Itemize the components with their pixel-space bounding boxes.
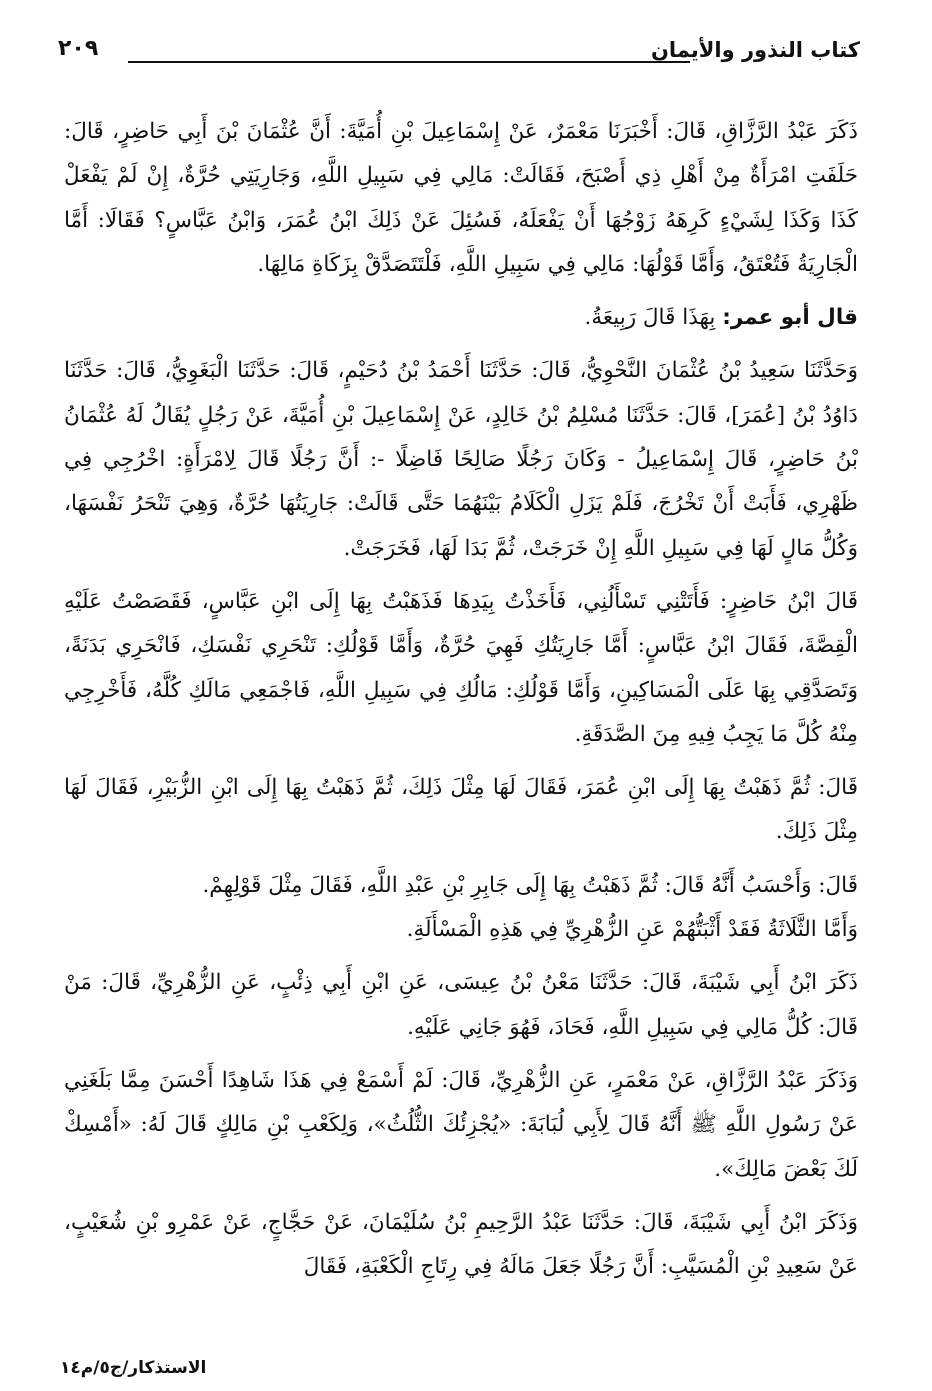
paragraph-8 (64, 961, 858, 1050)
paragraph-text: قَالَ: ثُمَّ ذَهَبْتُ بِهَا إِلَى ابْنِ عُمَرَ، فَقَالَ لَهَا مِثْلَ ذَلِكَ، ثُمَّ ذَهَبْتُ بِهَا إِلَى ابْنِ الزُّبَيْرِ، فَقَالَ لَهَا مِثْلَ ذَلِكَ. (64, 775, 858, 845)
printer-signature: الاستذكار/ج٥/م١٤ (60, 1358, 207, 1378)
paragraph-9 (64, 1059, 858, 1192)
paragraph-1 (64, 110, 858, 287)
paragraph-text: وَذَكَرَ ابْنُ أَبِي شَيْبَةَ، قَالَ: حَدَّثَنَا عَبْدُ الرَّحِيمِ بْنُ سُلَيْمَانَ، عَنْ حَجَّاجٍ، عَنْ عَمْرِو بْنِ شُعَيْبٍ، عَنْ سَعِيدِ بْنِ الْمُسَيَّبِ: أَنَّ رَجُلًا جَعَلَ مَالَهُ فِي رِتَاجِ الْكَعْبَةِ، فَقَالَ (64, 1209, 858, 1280)
page-number: ٢٠٩ (58, 36, 99, 61)
paragraph-text: بِهَذَا قَالَ رَبِيعَةُ. (584, 305, 723, 331)
page-body (64, 110, 858, 1298)
paragraph-2 (64, 296, 858, 340)
header-rule (128, 61, 690, 63)
paragraph-text: قَالَ: وَأَحْسَبُ أَنَّهُ قَالَ: ثُمَّ ذَهَبْتُ بِهَا إِلَى جَابِرِ بْنِ عَبْدِ اللَّهِ، فَقَالَ مِثْلَ قَوْلِهِمْ. (202, 872, 858, 898)
paragraph-5 (64, 766, 858, 855)
paragraph-text: وَحَدَّثَنَا سَعِيدُ بْنُ عُثْمَانَ النَّحْوِيُّ، قَالَ: حَدَّثَنَا أَحْمَدُ بْنُ دُحَيْمٍ، قَالَ: حَدَّثَنَا الْبَغَوِيُّ، قَالَ: حَدَّثَنَا دَاوُدُ بْنُ [عُمَرَ]، قَالَ: حَدَّثَنَا مُسْلِمُ بْنُ خَالِدٍ، عَنْ إِسْمَاعِيلَ بْنِ أُمَيَّةَ، عَنْ رَجُلٍ يُقَالُ لَهُ عُثْمَانُ بْنُ حَاضِرٍ، قَالَ إِسْمَاعِيلُ - وَكَانَ رَجُلًا صَالِحًا فَاضِلًا -: أَنَّ رَجُلًا قَالَ لِامْرَأَةٍ: اخْرُجِي فِي ظَهْرِي، فَأَبَتْ أَنْ تَخْرُجَ، فَلَمْ يَزَلِ الْكَلَامُ بَيْنَهُمَا حَتَّى قَالَتْ: جَارِيَتُهَا حُرَّةٌ، وَهِيَ تَنْحَرُ نَفْسَهَا، وَكُلُّ مَالٍ لَهَا فِي سَبِيلِ اللَّهِ إِنْ خَرَجَتْ، ثُمَّ بَدَا لَهَا، فَخَرَجَتْ. (64, 358, 858, 561)
paragraph-4 (64, 580, 858, 757)
book-section-title: كتاب النذور والأيمان (651, 38, 860, 62)
page-header (58, 36, 860, 80)
paragraph-10 (64, 1201, 858, 1290)
paragraph-text: قَالَ ابْنُ حَاضِرٍ: فَأَتَتْنِي تَسْأَلُنِي، فَأَخَذْتُ بِيَدِهَا فَذَهَبْتُ بِهَا إِلَى ابْنِ عَبَّاسٍ، فَقَصَصْتُ عَلَيْهِ الْقِصَّةَ، فَقَالَ ابْنُ عَبَّاسٍ: أَمَّا جَارِيَتُكِ فَهِيَ حُرَّةٌ، وَأَمَّا قَوْلُكِ: تَنْحَرِي نَفْسَكِ، فَانْحَرِي بَدَنَةً، وَتَصَدَّقِي بِهَا عَلَى الْمَسَاكِينِ، وَأَمَّا قَوْلُكِ: مَالُكِ فِي سَبِيلِ اللَّهِ، فَاجْمَعِي مَالَكِ كُلَّهُ، فَأَخْرِجِي مِنْهُ كُلَّ مَا يَجِبُ فِيهِ مِنَ الصَّدَقَةِ. (64, 588, 858, 747)
paragraph-text: ذَكَرَ عَبْدُ الرَّزَّاقِ، قَالَ: أَخْبَرَنَا مَعْمَرٌ، عَنْ إِسْمَاعِيلَ بْنِ أُمَيَّةَ: أَنَّ عُثْمَانَ بْنَ أَبِي حَاضِرٍ، قَالَ: حَلَفَتِ امْرَأَةٌ مِنْ أَهْلِ ذِي أَصْبَحَ، فَقَالَتْ: مَالِي فِي سَبِيلِ اللَّهِ، وَجَارِيَتِي حُرَّةٌ، إِنْ لَمْ يَفْعَلْ كَذَا وَكَذَا لِشَيْءٍ كَرِهَهُ زَوْجُهَا أَنْ يَفْعَلَهُ، فَسُئِلَ عَنْ ذَلِكَ ابْنُ عُمَرَ، وَابْنُ عَبَّاسٍ؟ فَقَالَا: أَمَّا الْجَارِيَةُ فَتُعْتَقُ، وَأَمَّا قَوْلُهَا: مَالِي فِي سَبِيلِ اللَّهِ، فَلْتَتَصَدَّقْ بِزَكَاةِ مَالِهَا. (64, 119, 858, 277)
paragraph-3 (64, 349, 858, 570)
paragraph-7 (64, 908, 858, 952)
paragraph-text: ذَكَرَ ابْنُ أَبِي شَيْبَةَ، قَالَ: حَدَّثَنَا مَعْنُ بْنُ عِيسَى، عَنِ ابْنِ أَبِي ذِئْبٍ، عَنِ الزُّهْرِيِّ، قَالَ: مَنْ قَالَ: كُلُّ مَالِي فِي سَبِيلِ اللَّهِ، فَحَادَ، فَهُوَ جَانِي عَلَيْهِ. (64, 970, 858, 1040)
paragraph-label: قال أبو عمر: (722, 305, 858, 331)
paragraph-6 (64, 864, 858, 908)
paragraph-text: وَذَكَرَ عَبْدُ الرَّزَّاقِ، عَنْ مَعْمَرٍ، عَنِ الزُّهْرِيِّ، قَالَ: لَمْ أَسْمَعْ فِي هَذَا شَاهِدًا أَحْسَنَ مِمَّا بَلَغَنِي عَنْ رَسُولِ اللَّهِ ﷺ أَنَّهُ قَالَ لِأَبِي لُبَابَةَ: «يُجْزِئُكَ الثُّلُثُ»، وَلِكَعْبِ بْنِ مَالِكٍ قَالَ لَهُ: «أَمْسِكْ لَكَ بَعْضَ مَالِكَ». (64, 1067, 858, 1182)
paragraph-text: وَأَمَّا الثَّلَاثَةُ فَقَدْ أَثْبَتُّهُمْ عَنِ الزُّهْرِيِّ فِي هَذِهِ الْمَسْأَلَةِ. (406, 917, 858, 943)
